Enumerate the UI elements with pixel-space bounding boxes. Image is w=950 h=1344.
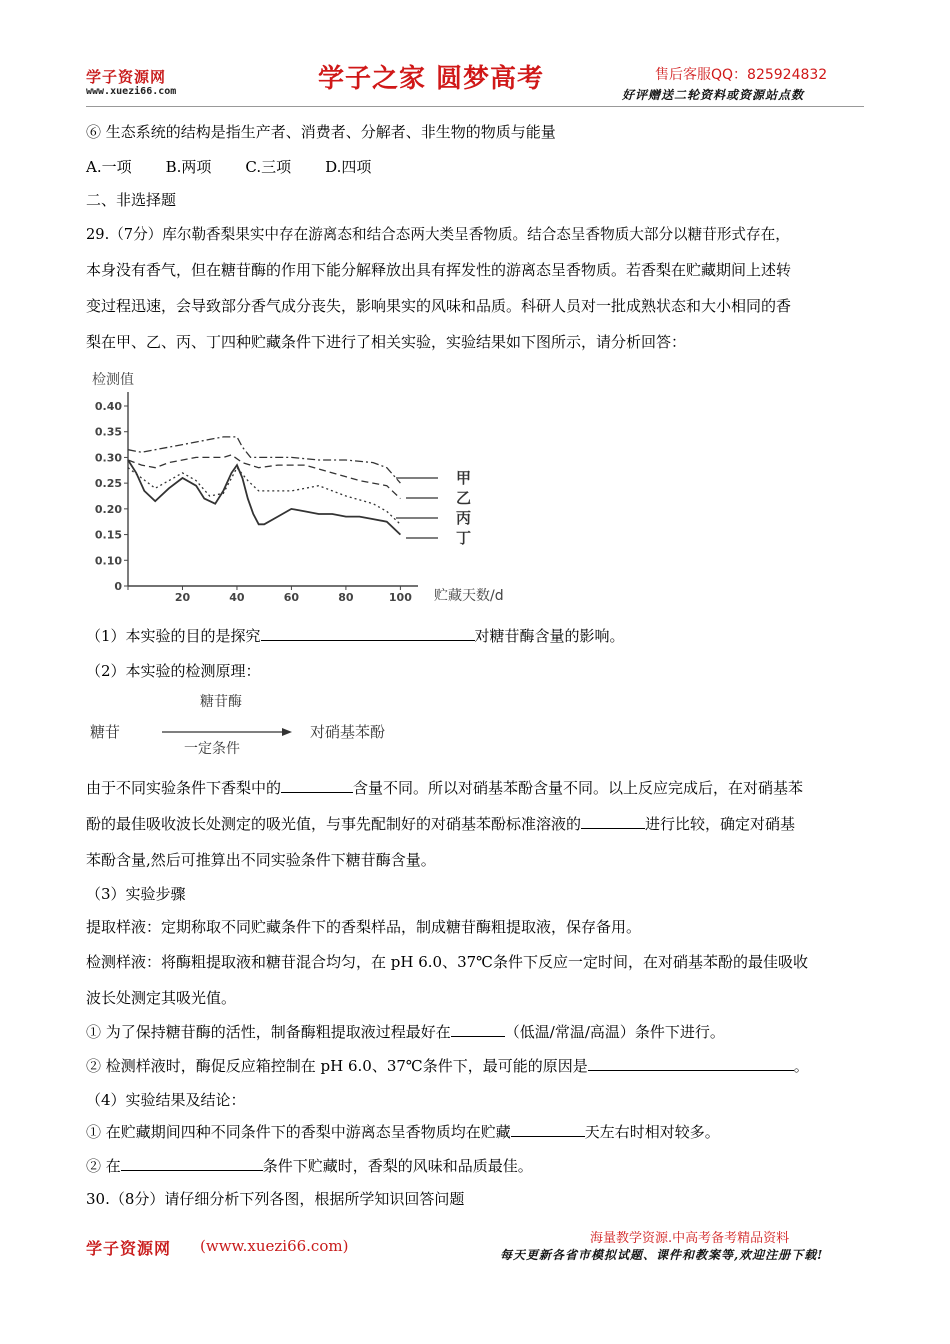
part-4: （4）实验结果及结论： <box>86 1091 246 1109</box>
p2-line-2 <box>86 814 795 834</box>
blank-2[interactable] <box>281 778 353 793</box>
blank-3[interactable] <box>581 814 645 829</box>
option-d: D.四项 <box>325 158 372 176</box>
q30-line: 30.（8分）请仔细分析下列各图，根据所学知识回答问题 <box>86 1190 465 1208</box>
footer-note: 每天更新各省市模拟试题、课件和教案等,欢迎注册下载! <box>500 1248 824 1262</box>
q29-line-4: 梨在甲、乙、丙、丁四种贮藏条件下进行了相关实验，实验结果如下图所示，请分析回答： <box>86 333 687 351</box>
legend-label-甲: 甲 <box>456 469 472 487</box>
x-tick-label: 80 <box>338 591 354 604</box>
x-axis-label: 贮藏天数/d <box>434 588 504 604</box>
y-tick-label: 0.35 <box>94 425 122 439</box>
reaction-enzyme: 糖苷酶 <box>200 694 242 710</box>
p4-question-1 <box>86 1122 720 1142</box>
part-1-text-b: 对糖苷酶含量的影响。 <box>474 627 625 645</box>
y-tick-label: 0.25 <box>94 477 122 491</box>
reaction-substrate: 糖苷 <box>90 723 121 741</box>
y-tick-label: 0.15 <box>94 528 122 542</box>
p3-q2-text-b: 。 <box>793 1057 809 1075</box>
options-row <box>86 157 371 177</box>
detect-step-line-2: 波长处测定其吸光值。 <box>86 989 237 1007</box>
y-tick-label: 0.30 <box>94 451 122 465</box>
footer-logo: 学子资源网 <box>86 1239 172 1258</box>
y-tick-label: 0.40 <box>94 400 122 413</box>
p2-text-b: 含量不同。所以对硝基苯酚含量不同。以上反应完成后，在对硝基苯 <box>353 779 804 797</box>
footer-url-text[interactable]: www.xuezi66.com <box>205 1237 343 1255</box>
reaction-diagram <box>86 690 426 760</box>
p4-q1-text-a: ① 在贮藏期间四种不同条件下的香梨中游离态呈香物质均在贮藏 <box>86 1123 511 1141</box>
header-divider <box>86 106 864 107</box>
p2-text-a: 由于不同实验条件下香梨中的 <box>86 779 282 797</box>
q29-line-2: 本身没有香气，但在糖苷酶的作用下能分解释放出具有挥发性的游离态呈香物质。若香梨在贮藏期间上述转 <box>86 261 792 279</box>
reaction-arrow-head <box>282 728 292 736</box>
y-tick-label: 0.20 <box>94 502 122 516</box>
p4-q2-text-b: 条件下贮藏时，香梨的风味和品质最佳。 <box>262 1157 533 1175</box>
option-c: C.三项 <box>245 158 292 176</box>
reaction-product: 对硝基苯酚 <box>310 723 386 741</box>
p4-q1-text-b: 天左右时相对较多。 <box>584 1123 720 1141</box>
legend-label-丙: 丙 <box>456 509 472 527</box>
p2-line-3: 苯酚含量,然后可推算出不同实验条件下糖苷酶含量。 <box>86 851 436 869</box>
q29-line-3: 变过程迅速，会导致部分香气成分丧失，影响果实的风味和品质。科研人员对一批成熟状态和大小相同的香 <box>86 297 792 315</box>
storage-chart <box>86 368 546 608</box>
y-axis-label: 检测值 <box>92 372 134 388</box>
x-tick-label: 20 <box>174 591 191 604</box>
reaction-condition: 一定条件 <box>184 741 240 757</box>
extract-step: 提取样液：定期称取不同贮藏条件下的香梨样品，制成糖苷酶粗提取液，保存备用。 <box>86 918 642 936</box>
p3-q1-text-a: ① 为了保持糖苷酶的活性，制备酶粗提取液过程最好在 <box>86 1023 451 1041</box>
x-tick-label: 100 <box>388 591 412 604</box>
header-url[interactable]: www.xuezi66.com <box>86 86 177 97</box>
legend-label-丁: 丁 <box>456 529 472 547</box>
section-heading: 二、非选择题 <box>86 191 177 209</box>
part-3: （3）实验步骤 <box>86 885 186 903</box>
x-tick-label: 40 <box>229 591 245 604</box>
option-a: A.一项 <box>86 158 132 176</box>
blank-4[interactable] <box>451 1022 505 1037</box>
option-b: B.两项 <box>165 158 212 176</box>
q29-line-1: 29.（7分）库尔勒香梨果实中存在游离态和结合态两大类呈香物质。结合态呈香物质大部分以糖苷形式存在， <box>86 226 790 243</box>
detect-step-line-1: 检测样液：将酶粗提取液和糖苷混合均匀，在 pH 6.0、37℃条件下反应一定时间，在对硝基苯酚的最佳吸收 <box>86 953 808 971</box>
item-6: ⑥ 生态系统的结构是指生产者、消费者、分解者、非生物的物质与能量 <box>86 123 556 141</box>
header-logo: 学子资源网 <box>86 68 167 86</box>
p4-q2-text-a: ② 在 <box>86 1157 121 1175</box>
p4-question-2 <box>86 1156 533 1176</box>
p3-question-1 <box>86 1022 725 1042</box>
p3-q1-text-b: （低温/常温/高温）条件下进行。 <box>504 1023 725 1041</box>
header-slogan: 学子之家 圆梦高考 <box>318 64 545 94</box>
blank-5[interactable] <box>588 1056 794 1071</box>
blank-6[interactable] <box>511 1122 585 1137</box>
part-1-text-a: （1）本实验的目的是探究 <box>86 627 261 645</box>
footer-resources: 海量教学资源.中高考备考精品资料 <box>590 1231 790 1246</box>
x-tick-label: 60 <box>283 591 300 604</box>
series-line-丁 <box>128 460 400 535</box>
header-note: 好评赠送二轮资料或资源站点数 <box>622 88 805 102</box>
p2-line-1 <box>86 778 803 798</box>
part-2: （2）本实验的检测原理： <box>86 662 261 680</box>
series-line-甲 <box>128 437 400 483</box>
p3-q2-text-a: ② 检测样液时，酶促反应箱控制在 pH 6.0、37℃条件下，最可能的原因是 <box>86 1057 588 1075</box>
blank-1[interactable] <box>261 626 475 641</box>
y-tick-label: 0.10 <box>94 554 122 568</box>
footer-url[interactable]: (www.xuezi66.com) <box>200 1237 349 1255</box>
legend-label-乙: 乙 <box>456 489 472 507</box>
header-qq: 售后客服QQ：825924832 <box>655 67 828 83</box>
p3-question-2 <box>86 1056 809 1076</box>
part-1 <box>86 626 625 646</box>
y-tick-label: 0 <box>114 580 122 593</box>
p2-text-d: 进行比较，确定对硝基 <box>645 815 796 833</box>
blank-7[interactable] <box>121 1156 263 1171</box>
p2-text-c: 酚的最佳吸收波长处测定的吸光值，与事先配制好的对硝基苯酚标准溶液的 <box>86 815 582 833</box>
